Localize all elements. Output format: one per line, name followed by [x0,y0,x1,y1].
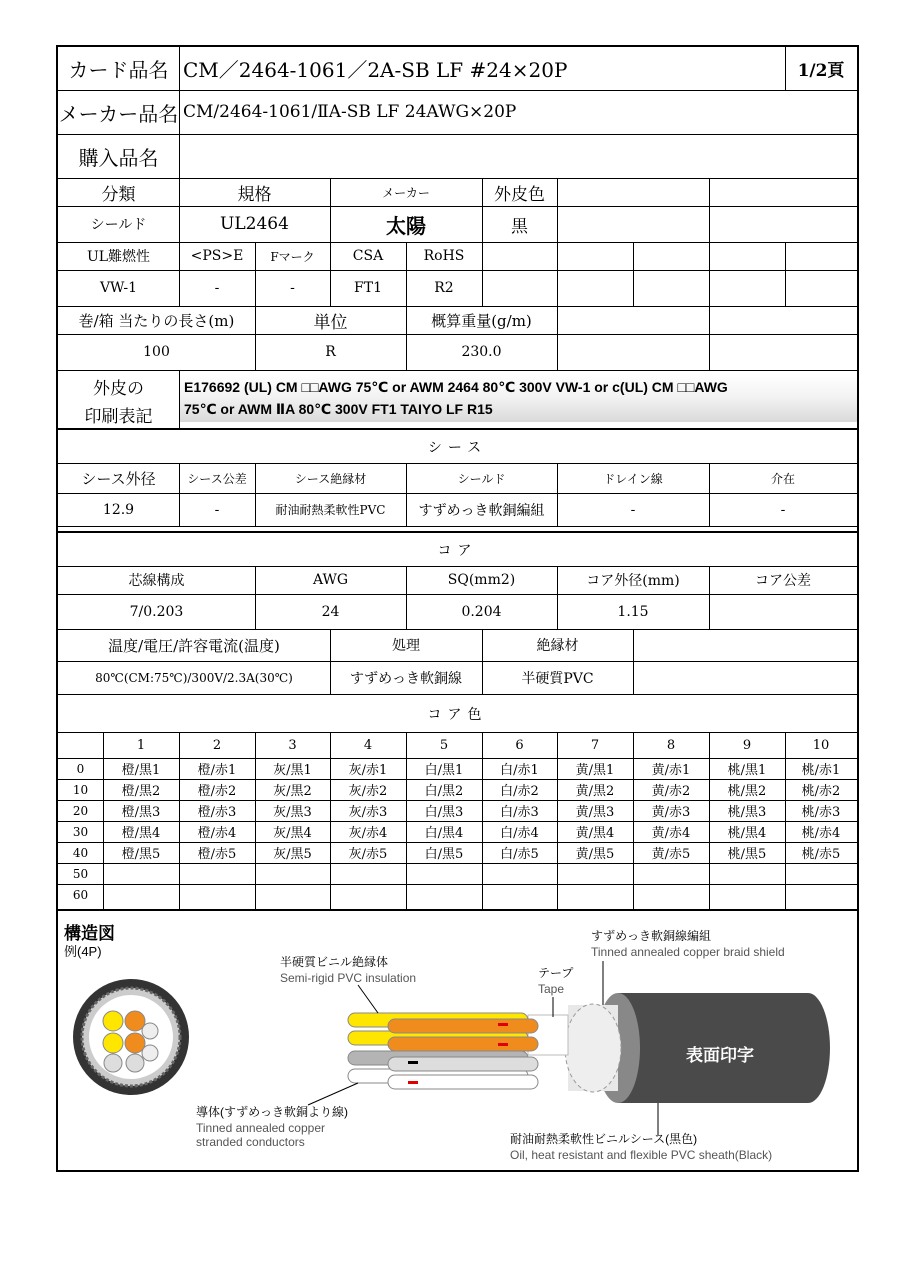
drain-header: ドレイン線 [603,471,663,486]
color-cell [103,884,179,905]
insulation-label-jp: 半硬質ビニル絶縁体 [280,955,389,969]
printing-label-2: 印刷表記 [84,406,153,427]
class-value: シールド [90,217,147,233]
color-row-label: 30 [72,824,89,839]
card-name-label: カード品名 [68,58,169,82]
pse-header: <PS>E [190,248,244,264]
diagram-example: 例(4P) [64,944,102,959]
unit-header: 単位 [313,312,348,333]
sheath-tol-value: - [214,501,220,518]
color-cell [482,884,557,905]
color-cell: 白/赤1 [500,763,539,778]
weight-header: 概算重量(g/m) [431,311,532,330]
color-row-label: 0 [76,761,85,776]
color-cell [406,884,482,905]
process-value: すずめっき軟銅線 [350,670,462,687]
temp-value: 80℃(CM:75℃)/300V/2.3A(30℃) [95,670,293,685]
filler-header: 介在 [770,471,795,486]
core-comp-value: 7/0.203 [129,603,184,620]
rohs-header: RoHS [423,248,465,264]
sheath-section-title: シース [427,439,488,456]
color-cell [330,884,406,905]
color-cell [255,863,330,884]
color-cell: 橙/黒1 [121,763,161,778]
color-row-label: 40 [72,845,89,860]
color-cell: 灰/赤1 [348,763,388,778]
color-cell: 桃/黒1 [727,763,767,778]
standard-value: UL2464 [220,214,289,234]
color-cell: 灰/赤5 [348,847,388,862]
color-cell: 桃/赤4 [801,826,841,841]
color-cell: 桃/赤2 [801,784,841,799]
color-column-header: 6 [515,737,524,753]
color-cell: 白/黒3 [424,805,464,820]
structure-diagram [58,913,857,1172]
tape-label-jp: テープ [538,966,574,980]
color-cell: 灰/赤2 [348,784,388,799]
sheath-ins-header: シース絶縁材 [294,471,367,486]
color-cell: 桃/黒5 [727,847,767,862]
printing-line-2: 75℃ or AWM ⅡA 80℃ 300V FT1 TAIYO LF R15 [184,401,493,417]
color-cell: 黄/赤3 [651,805,691,820]
csa-value: FT1 [354,280,382,296]
color-cell: 橙/赤3 [197,805,237,820]
maker-name-value: CM/2464-1061/ⅡA-SB LF 24AWG×20P [183,102,517,122]
color-cell: 桃/黒3 [727,805,767,820]
color-cell: 白/黒5 [424,847,464,862]
maker-value: 太陽 [386,213,426,238]
core-od-header: コア外径(mm) [586,573,680,589]
sheath-tol-header: シース公差 [187,471,247,486]
sheath-label-en: Oil, heat resistant and flexible PVC sheath(Black) [510,1148,773,1162]
color-row-label: 60 [72,887,89,902]
color-row-label: 50 [72,866,89,881]
insulation-header: 絶縁材 [536,638,579,654]
color-column-header: 1 [136,737,146,753]
color-cell: 灰/赤4 [348,826,388,841]
weight-value: 230.0 [461,344,502,360]
shield-header: シールド [457,471,506,486]
color-column-header: 2 [212,737,222,753]
sheath-label-jp: 耐油耐熱柔軟性ビニルシース(黒色) [510,1132,698,1146]
sq-value: 0.204 [461,603,502,620]
color-cell: 白/赤4 [500,826,539,841]
color-cell: 白/黒4 [424,826,464,841]
color-cell: 黄/赤2 [651,784,691,799]
filler-value: - [780,501,786,518]
color-column-header: 5 [439,737,449,753]
color-cell [633,863,709,884]
insulation-label-en: Semi-rigid PVC insulation [280,971,417,985]
purchase-name-value [179,134,853,178]
color-cell [709,884,785,905]
color-cell [633,884,709,905]
color-cell: 白/赤3 [500,805,539,820]
rohs-value: R2 [434,280,454,296]
sheath-printing-text [180,374,859,422]
shield-value: すずめっき軟銅編組 [418,502,545,519]
color-column-header: 9 [742,737,752,753]
color-cell [406,863,482,884]
color-cell [785,884,857,905]
maker-name-label: メーカー品名 [58,101,179,126]
core-tol-value [709,594,857,629]
color-cell: 灰/黒1 [273,763,312,778]
drain-value: - [630,501,636,518]
fmark-value: - [290,280,295,296]
color-cell: 黄/赤4 [651,826,691,841]
ul-flame-header: UL難燃性 [86,249,151,265]
maker-header: メーカー [382,185,430,200]
color-cell: 灰/黒2 [273,784,312,799]
cable-spec-sheet [56,45,859,1172]
color-cell: 灰/赤3 [348,805,388,820]
color-cell: 桃/赤1 [801,763,841,778]
color-cell: 黄/赤1 [651,763,691,778]
fmark-header: Fマーク [270,249,315,264]
color-cell [709,863,785,884]
color-row-label: 20 [72,803,89,818]
process-header: 処理 [392,638,420,654]
card-name-value: CM／2464-1061／2A-SB LF #24×20P [183,58,568,82]
color-cell: 橙/黒5 [121,847,161,862]
color-cell: 灰/黒5 [273,847,312,862]
page-number: 1/2頁 [797,61,845,81]
color-cell: 橙/赤1 [197,763,237,778]
color-cell: 黄/黒5 [575,847,615,862]
color-cell: 灰/黒4 [273,826,312,841]
color-cell: 白/黒2 [424,784,464,799]
color-cell: 黄/黒2 [575,784,615,799]
color-cell: 橙/赤5 [197,847,237,862]
color-cell [785,863,857,884]
core-od-value: 1.15 [617,603,649,620]
sq-header: SQ(mm2) [447,572,516,588]
tape-label-en: Tape [538,982,565,996]
class-header: 分類 [101,184,136,205]
color-cell: 橙/黒4 [121,826,161,841]
color-cell: 桃/黒2 [727,784,767,799]
color-cell: 白/赤5 [500,847,539,862]
color-column-header: 3 [288,737,297,753]
color-cell: 黄/黒1 [575,763,615,778]
core-section-title: コア [437,542,478,559]
color-cell [103,863,179,884]
core-comp-header: 芯線構成 [128,573,185,589]
conductor-label-en-1: Tinned annealed copper [196,1121,325,1135]
color-cell [557,884,633,905]
printing-label-1: 外皮の [93,378,144,399]
color-cell: 橙/赤2 [197,784,237,799]
printing-line-1: E176692 (UL) CM □□AWG 75℃ or AWM 2464 80℃ 300V VW-1 or c(UL) CM □□AWG [184,379,728,395]
length-value: 100 [143,344,170,360]
braid-label-jp: すずめっき軟銅線編組 [591,929,712,943]
cable-side-view [348,993,830,1103]
color-cell: 桃/赤5 [801,847,841,862]
color-cell [179,863,255,884]
color-cell: 白/黒1 [424,763,464,778]
color-cell: 橙/赤4 [197,826,237,841]
color-cell: 桃/黒4 [727,826,767,841]
color-cell: 橙/黒2 [121,784,161,799]
color-cell [482,863,557,884]
length-header: 巻/箱 当たりの長さ(m) [78,311,235,330]
purchase-name-label: 購入品名 [78,145,159,170]
surface-print-label: 表面印字 [686,1046,754,1065]
ul-flame-value: VW-1 [99,280,138,296]
color-cell: 黄/黒3 [575,805,615,820]
awg-value: 24 [321,603,340,620]
color-cell: 橙/黒3 [121,805,161,820]
conductor-label-en-2: stranded conductors [196,1135,305,1149]
temp-header: 温度/電圧/許容電流(温度) [108,636,280,655]
sheath-od-header: シース外径 [81,469,156,488]
awg-header: AWG [312,572,349,588]
color-column-header: 4 [363,737,373,753]
color-cell: 灰/黒3 [273,805,312,820]
color-row-label: 10 [72,782,89,797]
cross-section-icon [73,979,189,1095]
core-tol-header: コア公差 [755,573,811,589]
color-cell: 黄/赤5 [651,847,691,862]
pse-value: - [214,280,220,296]
color-cell [330,863,406,884]
color-cell: 白/赤2 [500,784,539,799]
color-cell [255,884,330,905]
unit-value: R [325,344,336,360]
color-column-header: 8 [666,737,676,753]
color-column-header: 7 [590,737,600,753]
sheath-od-value: 12.9 [102,501,135,518]
color-cell: 黄/黒4 [575,826,615,841]
braid-label-en: Tinned annealed copper braid shield [591,945,785,959]
csa-header: CSA [352,248,384,264]
conductor-label-jp: 導体(すずめっき軟銅より線) [196,1105,348,1119]
diagram-title: 構造図 [64,924,115,943]
color-cell [557,863,633,884]
sheath-color-header: 外皮色 [494,184,545,205]
core-color-title: コア色 [427,707,488,723]
color-cell: 桃/赤3 [801,805,841,820]
color-column-header: 10 [812,737,830,753]
standard-header: 規格 [237,184,272,205]
sheath-ins-value: 耐油耐熱柔軟性PVC [275,503,386,517]
color-cell [179,884,255,905]
sheath-color-value: 黒 [511,216,528,237]
insulation-value: 半硬質PVC [521,670,594,687]
